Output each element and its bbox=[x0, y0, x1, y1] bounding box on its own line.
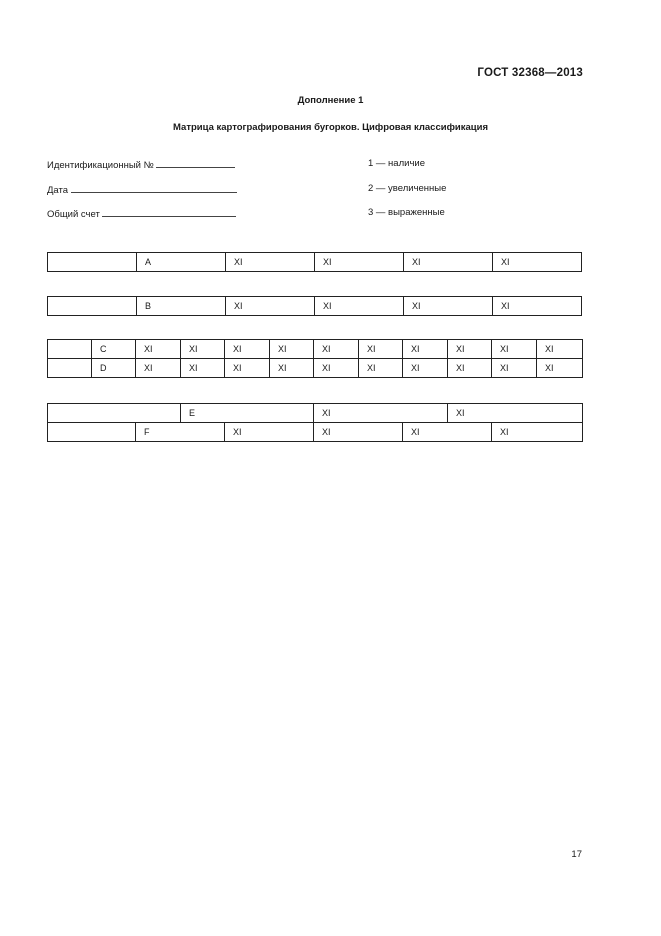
row-label-c: C bbox=[92, 340, 136, 359]
empty-cell bbox=[48, 340, 92, 359]
grid-cell: XI bbox=[181, 340, 225, 359]
grid-cell: XI bbox=[314, 423, 403, 442]
table-row bbox=[48, 297, 582, 316]
page-number: 17 bbox=[571, 849, 582, 860]
row-label-a: A bbox=[137, 253, 226, 272]
matrix-title: Матрица картографирования бугорков. Цифровая классификация bbox=[173, 122, 488, 133]
date-field bbox=[47, 183, 237, 196]
matrix-table-b bbox=[47, 296, 582, 316]
grid-cell: XI bbox=[448, 404, 583, 423]
grid-cell: XI bbox=[359, 340, 403, 359]
grid-cell: XI bbox=[270, 340, 314, 359]
table-row bbox=[48, 404, 583, 423]
empty-cell bbox=[48, 423, 136, 442]
grid-cell: XI bbox=[404, 253, 493, 272]
total-score-label: Общий счет bbox=[47, 209, 103, 220]
empty-cell bbox=[48, 359, 92, 378]
grid-cell: XI bbox=[537, 359, 583, 378]
grid-cell: XI bbox=[225, 359, 270, 378]
grid-cell: XI bbox=[492, 359, 537, 378]
row-label-e: E bbox=[181, 404, 314, 423]
matrix-table-ef bbox=[47, 403, 583, 442]
grid-cell: XI bbox=[270, 359, 314, 378]
grid-cell: XI bbox=[493, 297, 582, 316]
addendum-heading: Дополнение 1 bbox=[297, 95, 364, 106]
grid-cell: XI bbox=[493, 253, 582, 272]
total-score-field bbox=[47, 207, 236, 220]
grid-cell: XI bbox=[404, 297, 493, 316]
table-row bbox=[48, 253, 582, 272]
grid-cell: XI bbox=[403, 423, 492, 442]
table-row bbox=[48, 423, 583, 442]
id-number-blank bbox=[156, 158, 235, 168]
date-blank bbox=[71, 183, 237, 193]
row-label-d: D bbox=[92, 359, 136, 378]
grid-cell: XI bbox=[314, 404, 448, 423]
grid-cell: XI bbox=[359, 359, 403, 378]
table-row bbox=[48, 340, 583, 359]
grid-cell: XI bbox=[492, 340, 537, 359]
legend-item-pronounced: 3 — выраженные bbox=[368, 207, 445, 218]
legend-item-enlarged: 2 — увеличенные bbox=[368, 183, 447, 194]
standard-number: ГОСТ 32368—2013 bbox=[477, 67, 583, 79]
matrix-table-cd bbox=[47, 339, 583, 378]
legend-item-presence: 1 — наличие bbox=[368, 158, 425, 169]
empty-cell bbox=[48, 253, 137, 272]
grid-cell: XI bbox=[448, 340, 492, 359]
grid-cell: XI bbox=[314, 359, 359, 378]
total-score-blank bbox=[102, 207, 236, 217]
row-label-f: F bbox=[136, 423, 225, 442]
grid-cell: XI bbox=[315, 253, 404, 272]
empty-cell bbox=[48, 297, 137, 316]
id-number-label: Идентификационный № bbox=[47, 160, 157, 171]
grid-cell: XI bbox=[226, 297, 315, 316]
grid-cell: XI bbox=[314, 340, 359, 359]
grid-cell: XI bbox=[537, 340, 583, 359]
grid-cell: XI bbox=[136, 340, 181, 359]
table-row bbox=[48, 359, 583, 378]
grid-cell: XI bbox=[315, 297, 404, 316]
matrix-table-a bbox=[47, 252, 582, 272]
grid-cell: XI bbox=[225, 423, 314, 442]
grid-cell: XI bbox=[448, 359, 492, 378]
grid-cell: XI bbox=[492, 423, 583, 442]
grid-cell: XI bbox=[403, 359, 448, 378]
grid-cell: XI bbox=[403, 340, 448, 359]
grid-cell: XI bbox=[136, 359, 181, 378]
grid-cell: XI bbox=[225, 340, 270, 359]
date-label: Дата bbox=[47, 185, 71, 196]
grid-cell: XI bbox=[226, 253, 315, 272]
grid-cell: XI bbox=[181, 359, 225, 378]
row-label-b: B bbox=[137, 297, 226, 316]
empty-cell bbox=[48, 404, 181, 423]
id-number-field bbox=[47, 158, 235, 171]
